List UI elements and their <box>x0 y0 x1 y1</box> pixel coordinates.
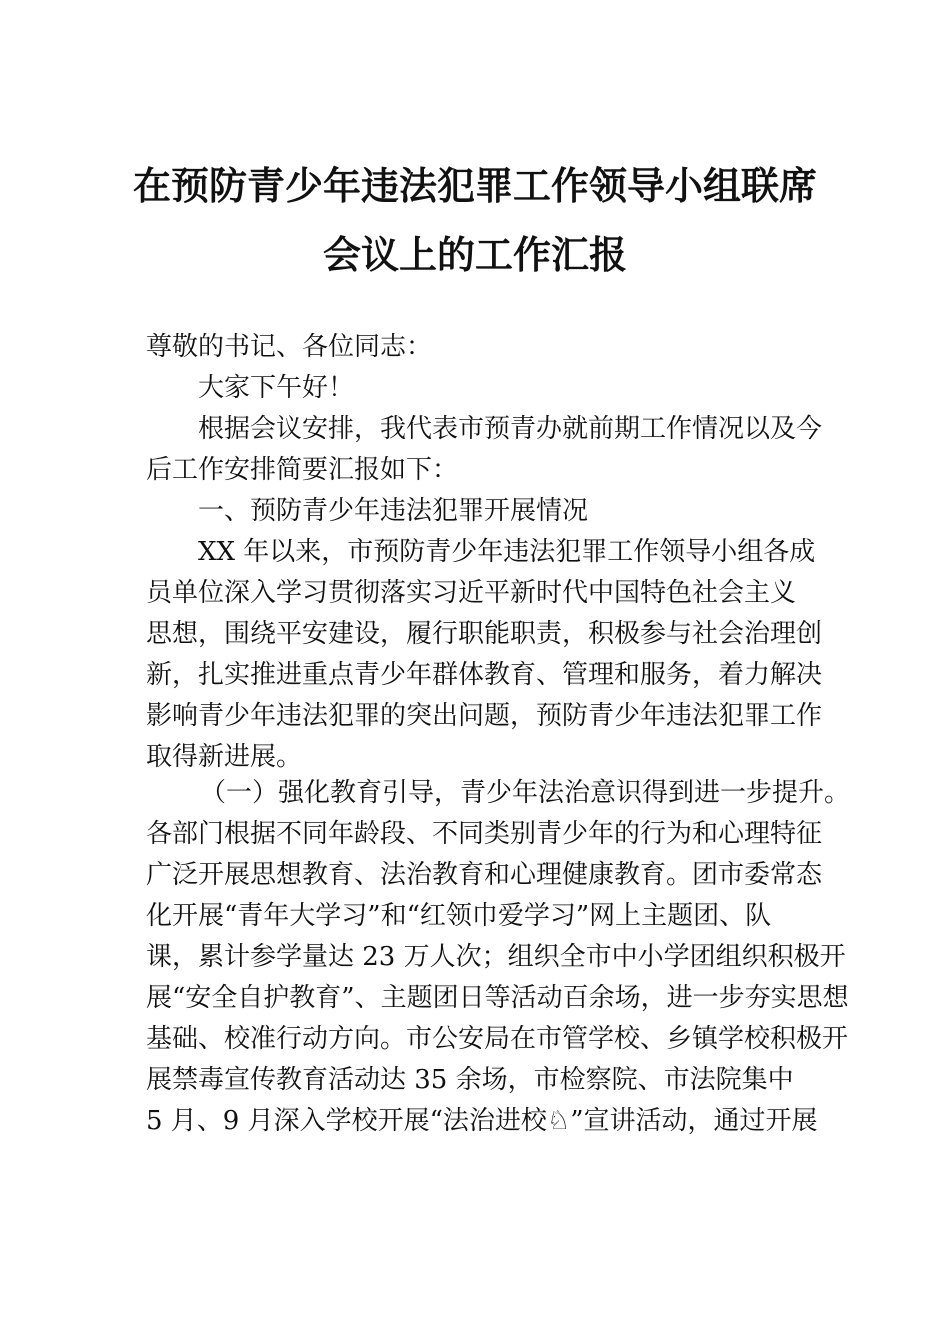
paragraph-line: 取得新进展。 <box>146 742 303 772</box>
subsection-heading: （一）强化教育引导，青少年法治意识得到进一步提升。 <box>200 778 851 808</box>
paragraph-line: 课，累计参学量达 23 万人次；组织全市中小学团组织积极开 <box>146 942 846 972</box>
paragraph-line: 广泛开展思想教育、法治教育和心理健康教育。团市委常态 <box>146 860 823 890</box>
paragraph-line: 员单位深入学习贯彻落实习近平新时代中国特色社会主义 <box>146 578 797 608</box>
paragraph-line: 展“安全自护教育”、主题团日等活动百余场，进一步夯实思想 <box>146 983 849 1013</box>
section-heading: 一、预防青少年违法犯罪开展情况 <box>198 496 589 526</box>
paragraph-line: 展禁毒宣传教育活动达 35 余场，市检察院、市法院集中 <box>146 1065 794 1095</box>
paragraph-line: 后工作安排简要汇报如下： <box>146 455 459 485</box>
paragraph-line: 思想，围绕平安建设，履行职能职责，积极参与社会治理创 <box>146 619 823 649</box>
paragraph-line: 化开展“青年大学习”和“红领巾爱学习”网上主题团、队 <box>146 901 772 931</box>
salutation: 尊敬的书记、各位同志： <box>146 332 433 362</box>
document-title-line-1: 在预防青少年违法犯罪工作领导小组联席 <box>132 163 817 208</box>
paragraph-line: 根据会议安排，我代表市预青办就前期工作情况以及今 <box>198 414 823 444</box>
greeting: 大家下午好！ <box>198 373 355 403</box>
document-title-line-2: 会议上的工作汇报 <box>322 232 627 277</box>
paragraph-line: 基础、校准行动方向。市公安局在市管学校、乡镇学校积极开 <box>146 1024 849 1054</box>
paragraph-line: 各部门根据不同年龄段、不同类别青少年的行为和心理特征 <box>146 819 823 849</box>
paragraph-line: 5 月、9 月深入学校开展“法治进校♘”宣讲活动，通过开展 <box>146 1106 818 1136</box>
paragraph-line: 影响青少年违法犯罪的突出问题，预防青少年违法犯罪工作 <box>146 701 823 731</box>
paragraph-line: 新，扎实推进重点青少年群体教育、管理和服务，着力解决 <box>146 660 823 690</box>
paragraph-line: XX 年以来，市预防青少年违法犯罪工作领导小组各成 <box>198 537 816 567</box>
